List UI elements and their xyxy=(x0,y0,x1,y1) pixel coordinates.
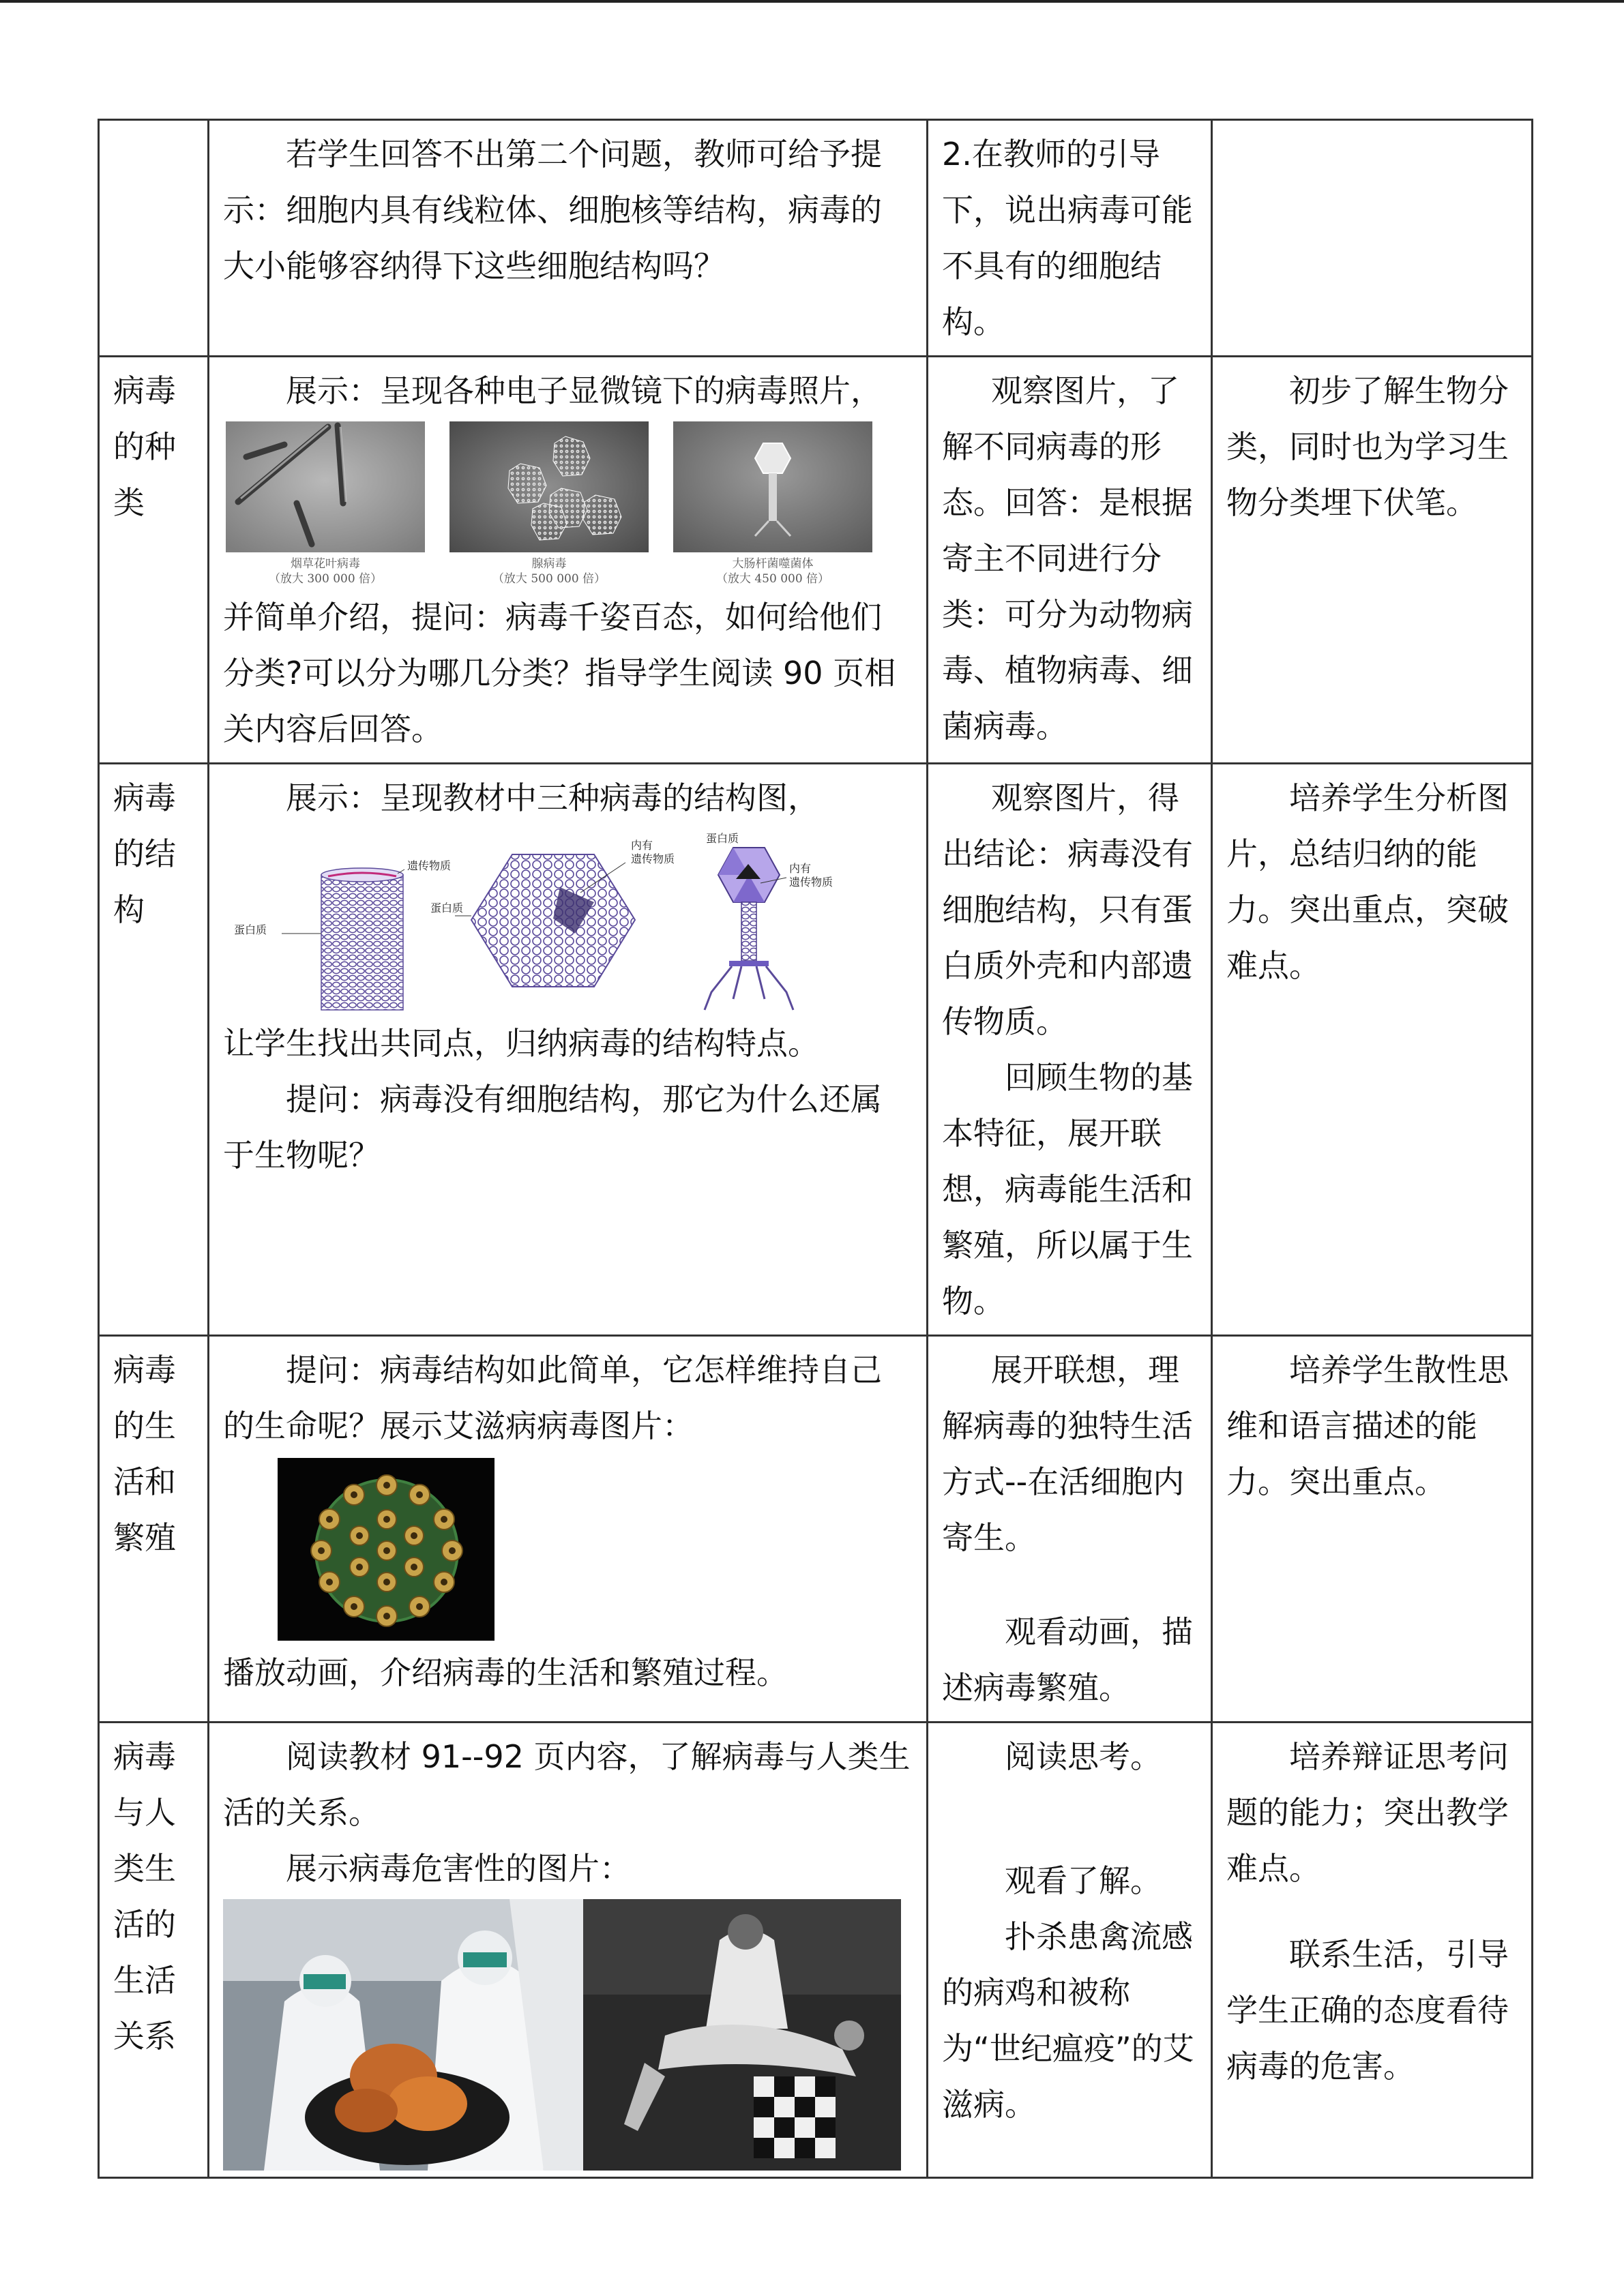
topic-cell xyxy=(99,764,209,1336)
micrograph-phage xyxy=(673,421,872,586)
label-inner: 内有 xyxy=(789,862,812,875)
design-intent-cell xyxy=(1212,120,1533,357)
design-intent-cell xyxy=(1212,1336,1533,1723)
aids-patient-photo xyxy=(583,1899,901,2171)
activity-text: 并简单介绍，提问：病毒千姿百态，如何给他们分类?可以分为哪几分类？指导学生阅读 90 页相关内容后回答。 xyxy=(223,599,896,747)
label-genetic-material: 遗传物质 xyxy=(789,876,833,889)
label-protein: 蛋白质 xyxy=(430,901,464,914)
micrograph-tmv xyxy=(226,421,425,586)
bird-flu-culling-photo xyxy=(223,1899,583,2171)
topic-text: 病毒与人类生活的生活关系 xyxy=(113,1738,176,2055)
micrograph-caption xyxy=(269,556,382,586)
intent-text: 培养学生散性思维和语言描述的能力。突出重点。 xyxy=(1226,1352,1509,1500)
student-text: 阅读思考。 xyxy=(1005,1738,1162,1775)
table-row xyxy=(99,764,1533,1336)
label-protein: 蛋白质 xyxy=(234,923,267,936)
label-inner: 内有 xyxy=(631,839,653,852)
phage-image xyxy=(673,421,872,552)
student-text: 观看动画，描述病毒繁殖。 xyxy=(942,1613,1193,1706)
student-text: 观看了解。 xyxy=(1005,1862,1162,1899)
table-row xyxy=(99,1336,1533,1723)
micrograph-adenovirus xyxy=(449,421,649,586)
topic-cell xyxy=(99,357,209,764)
topic-text: 病毒的结构 xyxy=(113,779,176,928)
teacher-activity-cell xyxy=(209,1723,928,2178)
student-text: 回顾生物的基本特征，展开联想，病毒能生活和繁殖，所以属于生物。 xyxy=(942,1059,1193,1320)
student-activity-cell xyxy=(928,120,1212,357)
table-row xyxy=(99,120,1533,357)
activity-text: 提问：病毒没有细胞结构，那它为什么还属于生物呢？ xyxy=(223,1081,882,1174)
student-text: 2.在教师的引导下，说出病毒可能不具有的细胞结构。 xyxy=(942,136,1193,340)
activity-text: 展示病毒危害性的图片： xyxy=(286,1850,631,1887)
micrograph-caption xyxy=(492,556,606,586)
student-activity-cell xyxy=(928,1723,1212,2178)
student-text: 观察图片，了解不同病毒的形态。回答：是根据寄主不同进行分类：可分为动物病毒、植物病毒、细菌病毒。 xyxy=(942,372,1193,745)
student-activity-cell xyxy=(928,1336,1212,1723)
spacer xyxy=(942,1566,1197,1604)
student-text: 展开联想，理解病毒的独特生活方式--在活细胞内寄生。 xyxy=(942,1352,1193,1556)
caption-magnification: （放大 450 000 倍） xyxy=(715,572,830,586)
design-intent-cell xyxy=(1212,357,1533,764)
teacher-activity-cell xyxy=(209,120,928,357)
intent-text: 培养辩证思考问题的能力；突出教学难点。 xyxy=(1226,1738,1509,1887)
student-text: 观察图片，得出结论：病毒没有细胞结构，只有蛋白质外壳和内部遗传物质。 xyxy=(942,779,1193,1040)
student-activity-cell xyxy=(928,764,1212,1336)
virus-micrograph-row xyxy=(226,421,913,586)
design-intent-cell xyxy=(1212,1723,1533,2178)
spacer xyxy=(942,1785,1197,1853)
table-row xyxy=(99,357,1533,764)
activity-text: 让学生找出共同点，归纳病毒的结构特点。 xyxy=(223,1025,819,1062)
topic-text: 病毒的生活和繁殖 xyxy=(113,1352,176,1556)
caption-name: 大肠杆菌噬菌体 xyxy=(732,557,814,571)
teacher-activity-cell xyxy=(209,357,928,764)
caption-name: 烟草花叶病毒 xyxy=(290,557,360,571)
label-genetic-material: 遗传物质 xyxy=(631,852,675,865)
hiv-virus-image xyxy=(278,1458,494,1641)
teacher-activity-cell xyxy=(209,1336,928,1723)
micrograph-caption xyxy=(716,556,829,586)
design-intent-cell xyxy=(1212,764,1533,1336)
caption-name: 腺病毒 xyxy=(531,557,567,571)
tmv-image xyxy=(226,421,425,552)
teacher-activity-cell xyxy=(209,764,928,1336)
label-protein: 蛋白质 xyxy=(706,832,739,845)
lesson-plan-table xyxy=(98,119,1533,2179)
activity-text: 阅读教材 91--92 页内容，了解病毒与人类生活的关系。 xyxy=(223,1738,911,1831)
page-top-border xyxy=(0,0,1624,3)
topic-text: 病毒的种类 xyxy=(113,372,176,521)
activity-text: 提问：病毒结构如此简单，它怎样维持自己的生命呢？展示艾滋病病毒图片： xyxy=(223,1352,882,1444)
activity-text: 播放动画，介绍病毒的生活和繁殖过程。 xyxy=(223,1654,788,1691)
spacer xyxy=(1226,1896,1518,1926)
intent-text: 联系生活，引导学生正确的态度看待病毒的危害。 xyxy=(1226,1936,1509,2085)
table-row xyxy=(99,1723,1533,2178)
student-text: 扑杀患禽流感的病鸡和被称为“世纪瘟疫”的艾滋病。 xyxy=(942,1918,1194,2123)
topic-cell xyxy=(99,1336,209,1723)
virus-harm-photos xyxy=(223,1899,913,2171)
activity-text: 若学生回答不出第二个问题，教师可给予提示：细胞内具有线粒体、细胞核等结构，病毒的大小能够容纳得下这些细胞结构吗？ xyxy=(223,136,882,284)
activity-text: 展示：呈现各种电子显微镜下的病毒照片， xyxy=(286,372,882,409)
student-activity-cell xyxy=(928,357,1212,764)
intent-text: 培养学生分析图片，总结归纳的能力。突出重点，突破难点。 xyxy=(1226,779,1509,984)
caption-magnification: （放大 300 000 倍） xyxy=(268,572,383,586)
adenovirus-image xyxy=(449,421,649,552)
topic-cell xyxy=(99,1723,209,2178)
virus-structure-figure xyxy=(226,831,853,1015)
caption-magnification: （放大 500 000 倍） xyxy=(492,572,606,586)
intent-text: 初步了解生物分类，同时也为学习生物分类埋下伏笔。 xyxy=(1226,372,1509,521)
activity-text: 展示：呈现教材中三种病毒的结构图， xyxy=(286,779,819,816)
topic-cell xyxy=(99,120,209,357)
label-genetic-material: 遗传物质 xyxy=(407,859,452,872)
